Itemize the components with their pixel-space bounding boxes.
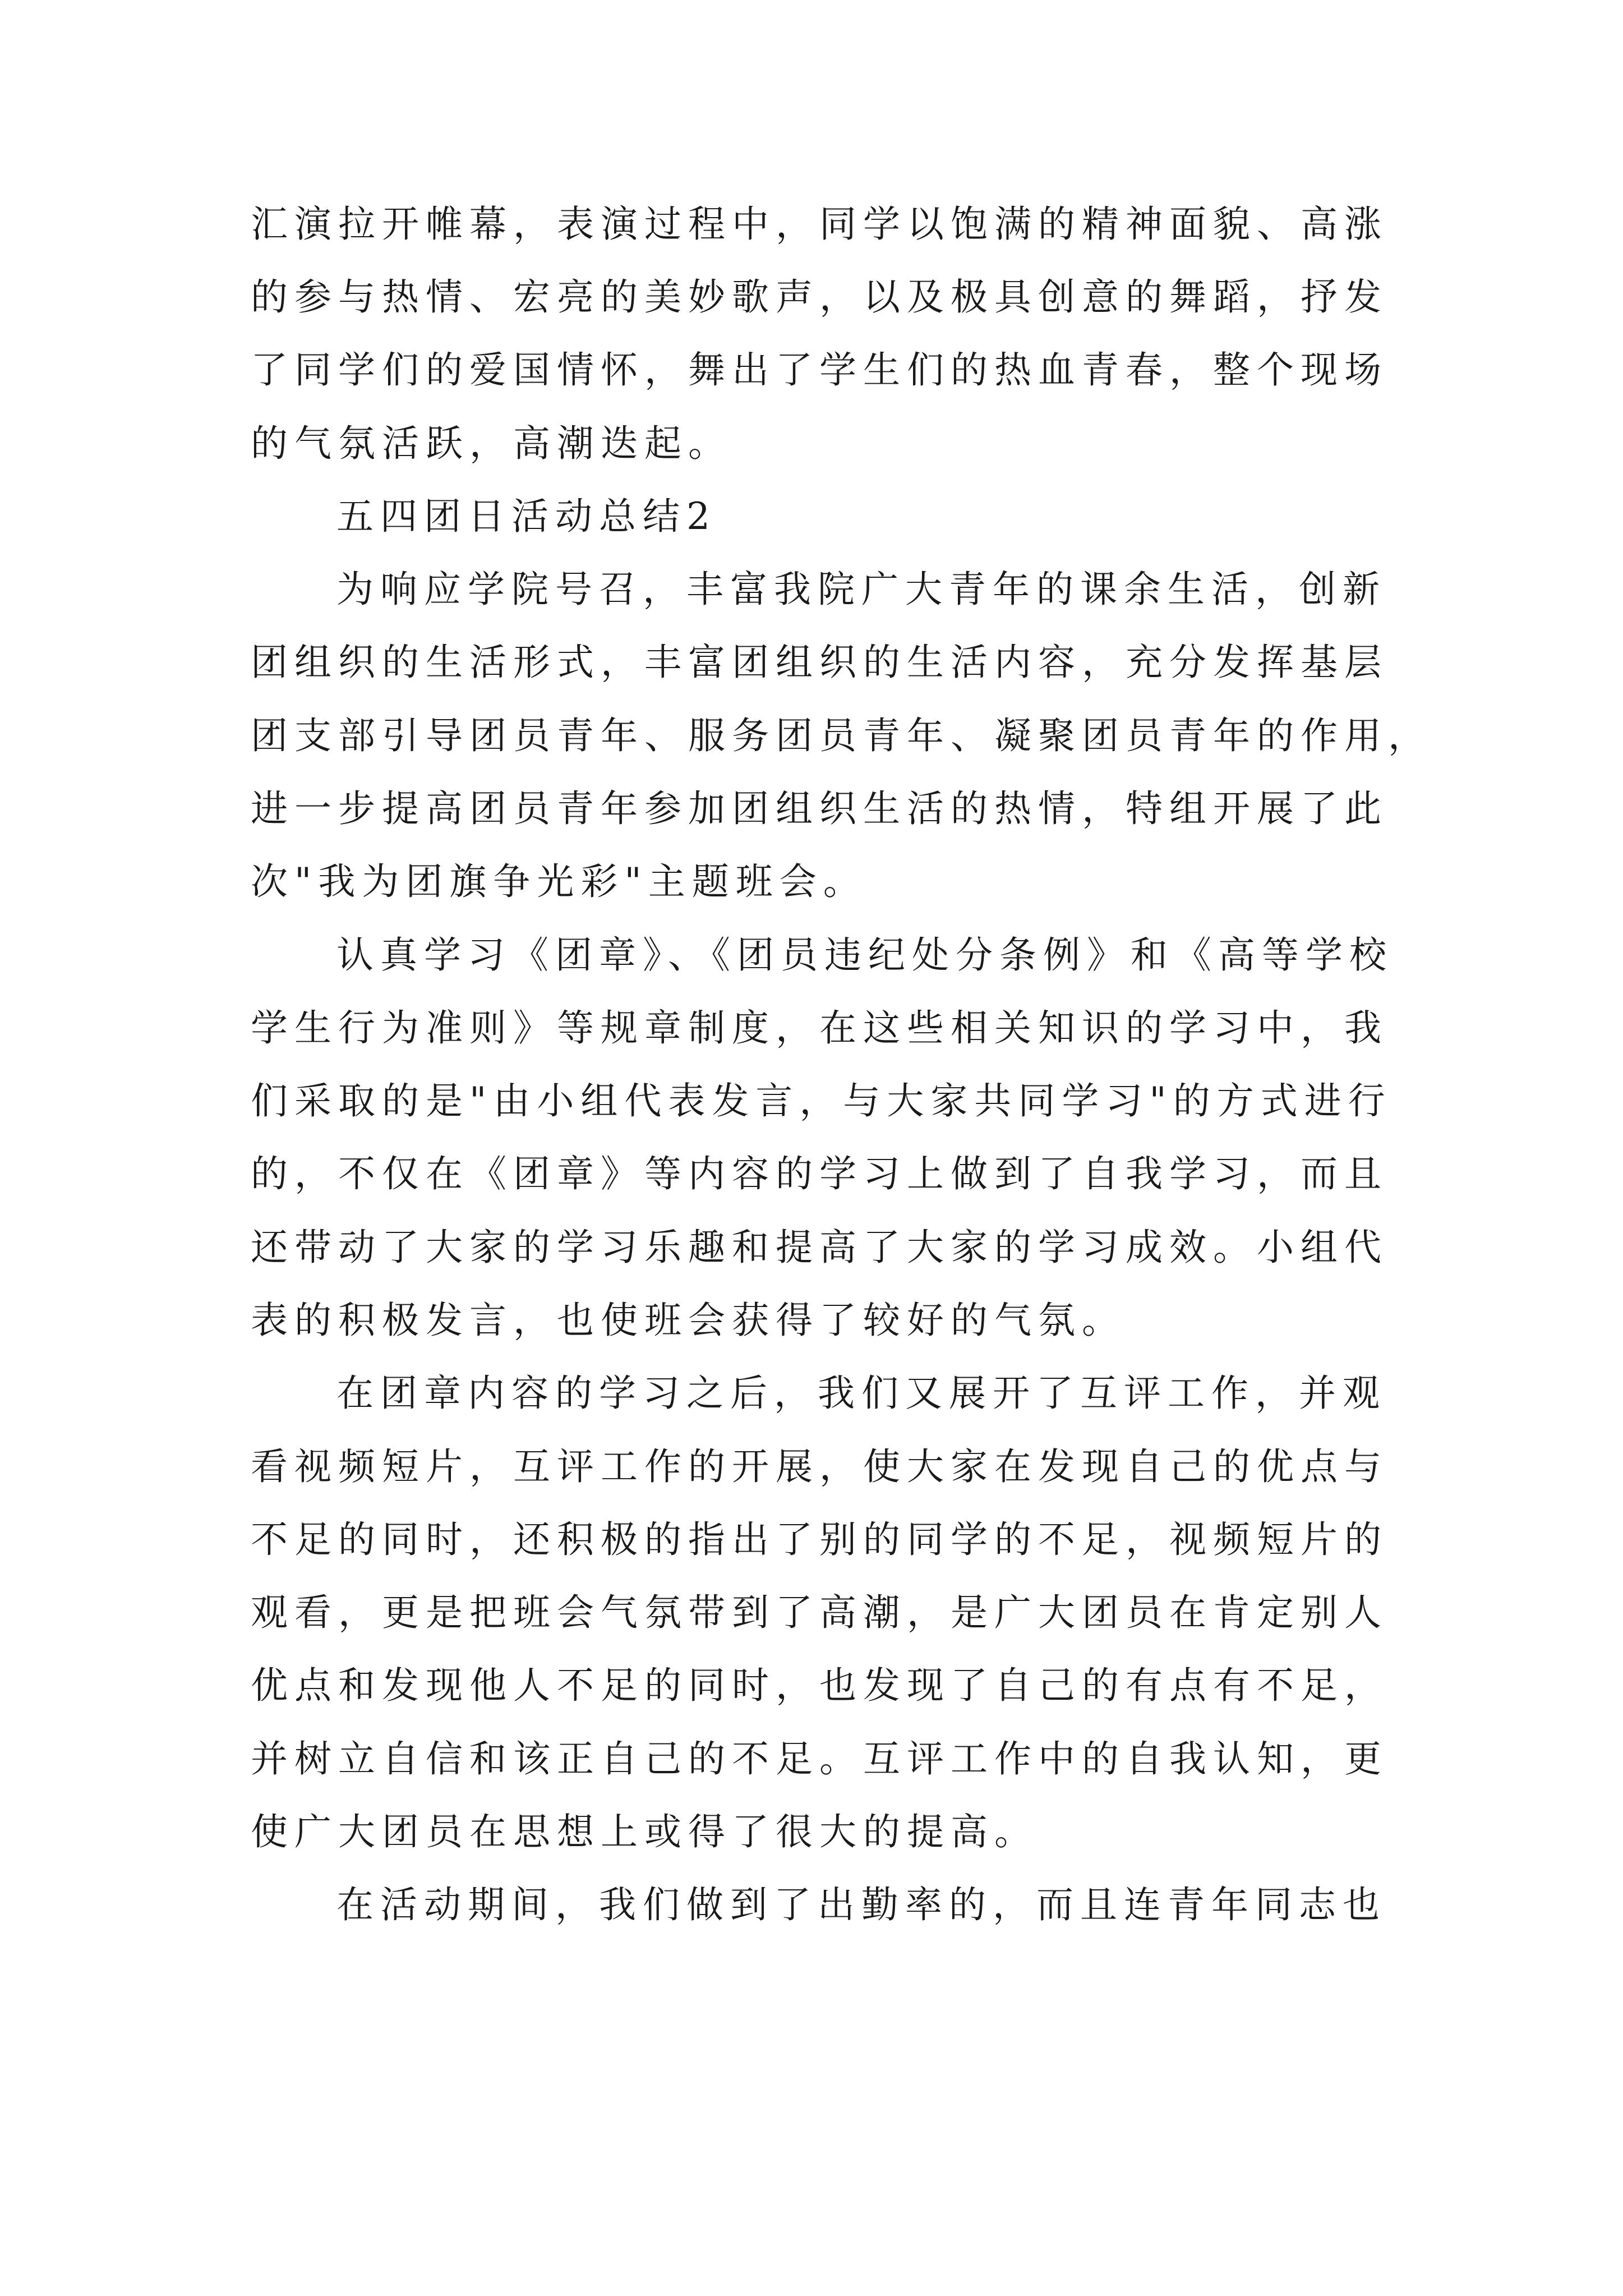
section-heading: 五四团日活动总结2 — [336, 495, 717, 538]
text-line: 学生行为准则》等规章制度，在这些相关知识的学习中，我 — [251, 1006, 1388, 1050]
text-line: 表的积极发言，也使班会获得了较好的气氛。 — [251, 1299, 1126, 1342]
text-line: 为响应学院号召，丰富我院广大青年的课余生活，创新 — [336, 568, 1386, 611]
text-line: 使广大团员在思想上或得了很大的提高。 — [251, 1810, 1038, 1853]
text-line: 团组织的生活形式，丰富团组织的生活内容，充分发挥基层 — [251, 641, 1388, 684]
text-line: 不足的同时，还积极的指出了别的同学的不足，视频短片的 — [251, 1518, 1388, 1561]
text-line: 看视频短片，互评工作的开展，使大家在发现自己的优点与 — [251, 1445, 1388, 1488]
text-line: 认真学习《团章》、《团员违纪处分条例》和《高等学校 — [336, 933, 1393, 977]
text-line: 团支部引导团员青年、服务团员青年、凝聚团员青年的作用， — [251, 714, 1432, 757]
text-line: 的，不仅在《团章》等内容的学习上做到了自我学习，而且 — [251, 1152, 1388, 1195]
text-line: 了同学们的爱国情怀，舞出了学生们的热血青春，整个现场 — [251, 348, 1388, 392]
text-line: 次"我为团旗争光彩"主题班会。 — [251, 860, 867, 903]
text-line: 优点和发现他人不足的同时，也发现了自己的有点有不足， — [251, 1664, 1388, 1707]
text-line: 还带动了大家的学习乐趣和提高了大家的学习成效。小组代 — [251, 1226, 1388, 1269]
text-line: 进一步提高团员青年参加团组织生活的热情，特组开展了此 — [251, 787, 1388, 830]
text-line: 观看，更是把班会气氛带到了高潮，是广大团员在肯定别人 — [251, 1591, 1388, 1634]
text-line: 在活动期间，我们做到了出勤率的，而且连青年同志也 — [336, 1883, 1386, 1926]
text-line: 并树立自信和该正自己的不足。互评工作中的自我认知，更 — [251, 1737, 1388, 1780]
text-line: 们采取的是"由小组代表发言，与大家共同学习"的方式进行 — [251, 1079, 1392, 1122]
text-line: 在团章内容的学习之后，我们又展开了互评工作，并观 — [336, 1372, 1386, 1415]
text-line: 的气氛活跃，高潮迭起。 — [251, 422, 732, 465]
text-line: 的参与热情、宏亮的美妙歌声，以及极具创意的舞蹈，抒发 — [251, 275, 1388, 319]
text-line: 汇演拉开帷幕，表演过程中，同学以饱满的精神面貌、高涨 — [251, 203, 1388, 246]
